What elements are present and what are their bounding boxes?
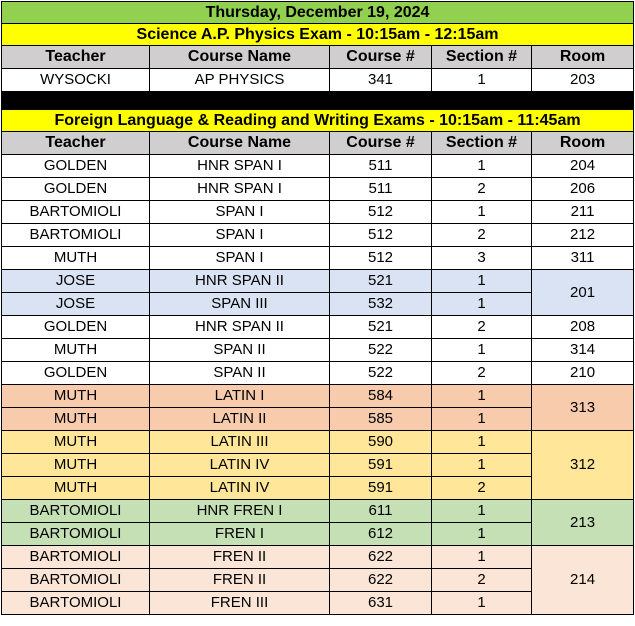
section-number-cell: 1 [432,385,532,408]
teacher-cell: MUTH [2,339,150,362]
section-number-cell: 3 [432,247,532,270]
header-room: Room [532,132,634,155]
science-exam-title: Science A.P. Physics Exam - 10:15am - 12:15am [2,24,634,46]
room-cell: 201 [532,270,634,316]
course-name-cell: SPAN I [150,247,330,270]
foreign-exam-title: Foreign Language & Reading and Writing Exams - 10:15am - 11:45am [2,110,634,132]
course-number-cell: 585 [330,408,432,431]
course-name-cell: HNR SPAN II [150,270,330,293]
room-cell: 211 [532,201,634,224]
table-row [2,500,634,523]
teacher-cell: JOSE [2,270,150,293]
header-section-number: Section # [432,132,532,155]
teacher-cell: MUTH [2,247,150,270]
section-number-cell: 1 [432,293,532,316]
teacher-cell: BARTOMIOLI [2,569,150,592]
room-cell: 214 [532,546,634,615]
course-number-cell: 341 [330,69,432,92]
table-row [2,224,634,247]
course-number-cell: 612 [330,523,432,546]
course-name-cell: LATIN III [150,431,330,454]
teacher-cell: MUTH [2,385,150,408]
room-cell: 212 [532,224,634,247]
foreign-header-row [2,132,634,155]
course-name-cell: SPAN II [150,362,330,385]
section-number-cell: 1 [432,408,532,431]
table-row [2,385,634,408]
section-number-cell: 1 [432,454,532,477]
teacher-cell: BARTOMIOLI [2,592,150,615]
section-number-cell: 1 [432,546,532,569]
foreign-title-row [2,110,634,132]
room-cell: 210 [532,362,634,385]
section-number-cell: 2 [432,224,532,247]
course-name-cell: SPAN I [150,224,330,247]
header-room: Room [532,46,634,69]
room-cell: 203 [532,69,634,92]
separator-bar [2,92,634,110]
course-number-cell: 522 [330,339,432,362]
teacher-cell: GOLDEN [2,316,150,339]
section-number-cell: 2 [432,477,532,500]
table-row [2,316,634,339]
science-title-row [2,24,634,46]
header-course-number: Course # [330,46,432,69]
course-number-cell: 631 [330,592,432,615]
course-name-cell: FREN II [150,546,330,569]
course-number-cell: 512 [330,224,432,247]
table-row [2,339,634,362]
teacher-cell: GOLDEN [2,178,150,201]
teacher-cell: JOSE [2,293,150,316]
course-number-cell: 611 [330,500,432,523]
table-row [2,247,634,270]
section-separator [2,92,634,110]
table-row [2,546,634,569]
teacher-cell: GOLDEN [2,362,150,385]
course-name-cell: FREN III [150,592,330,615]
teacher-cell: BARTOMIOLI [2,201,150,224]
course-name-cell: HNR FREN I [150,500,330,523]
course-name-cell: FREN II [150,569,330,592]
room-cell: 312 [532,431,634,500]
course-number-cell: 511 [330,178,432,201]
course-number-cell: 590 [330,431,432,454]
teacher-cell: GOLDEN [2,155,150,178]
course-name-cell: LATIN I [150,385,330,408]
section-number-cell: 2 [432,316,532,339]
table-row [2,155,634,178]
section-number-cell: 1 [432,270,532,293]
room-cell: 314 [532,339,634,362]
course-number-cell: 532 [330,293,432,316]
course-number-cell: 512 [330,247,432,270]
header-course-number: Course # [330,132,432,155]
section-number-cell: 1 [432,69,532,92]
date-banner-row [2,2,634,24]
header-course-name: Course Name [150,46,330,69]
teacher-cell: BARTOMIOLI [2,500,150,523]
teacher-cell: BARTOMIOLI [2,523,150,546]
table-row [2,178,634,201]
course-name-cell: HNR SPAN I [150,155,330,178]
course-name-cell: LATIN IV [150,477,330,500]
room-cell: 208 [532,316,634,339]
course-number-cell: 511 [330,155,432,178]
header-course-name: Course Name [150,132,330,155]
exam-schedule-table [1,1,634,615]
section-number-cell: 2 [432,569,532,592]
course-name-cell: SPAN I [150,201,330,224]
course-name-cell: HNR SPAN I [150,178,330,201]
teacher-cell: MUTH [2,454,150,477]
exam-schedule-body [2,2,634,615]
course-name-cell: AP PHYSICS [150,69,330,92]
teacher-cell: BARTOMIOLI [2,546,150,569]
table-row [2,362,634,385]
table-row [2,69,634,92]
section-number-cell: 1 [432,339,532,362]
header-teacher: Teacher [2,46,150,69]
course-number-cell: 512 [330,201,432,224]
course-name-cell: SPAN III [150,293,330,316]
table-row [2,270,634,293]
section-number-cell: 1 [432,500,532,523]
section-number-cell: 1 [432,155,532,178]
date-banner: Thursday, December 19, 2024 [2,2,634,24]
room-cell: 311 [532,247,634,270]
teacher-cell: MUTH [2,431,150,454]
header-section-number: Section # [432,46,532,69]
teacher-cell: WYSOCKI [2,69,150,92]
table-row [2,201,634,224]
teacher-cell: BARTOMIOLI [2,224,150,247]
section-number-cell: 2 [432,178,532,201]
section-number-cell: 1 [432,523,532,546]
section-number-cell: 1 [432,592,532,615]
science-header-row [2,46,634,69]
course-name-cell: FREN I [150,523,330,546]
teacher-cell: MUTH [2,408,150,431]
course-number-cell: 591 [330,454,432,477]
course-number-cell: 622 [330,546,432,569]
course-name-cell: LATIN IV [150,454,330,477]
course-number-cell: 522 [330,362,432,385]
header-teacher: Teacher [2,132,150,155]
course-number-cell: 521 [330,270,432,293]
table-row [2,431,634,454]
course-name-cell: LATIN II [150,408,330,431]
course-number-cell: 591 [330,477,432,500]
section-number-cell: 2 [432,362,532,385]
section-number-cell: 1 [432,201,532,224]
course-number-cell: 521 [330,316,432,339]
section-number-cell: 1 [432,431,532,454]
course-number-cell: 584 [330,385,432,408]
course-name-cell: HNR SPAN II [150,316,330,339]
room-cell: 206 [532,178,634,201]
room-cell: 313 [532,385,634,431]
room-cell: 204 [532,155,634,178]
teacher-cell: MUTH [2,477,150,500]
course-number-cell: 622 [330,569,432,592]
course-name-cell: SPAN II [150,339,330,362]
room-cell: 213 [532,500,634,546]
